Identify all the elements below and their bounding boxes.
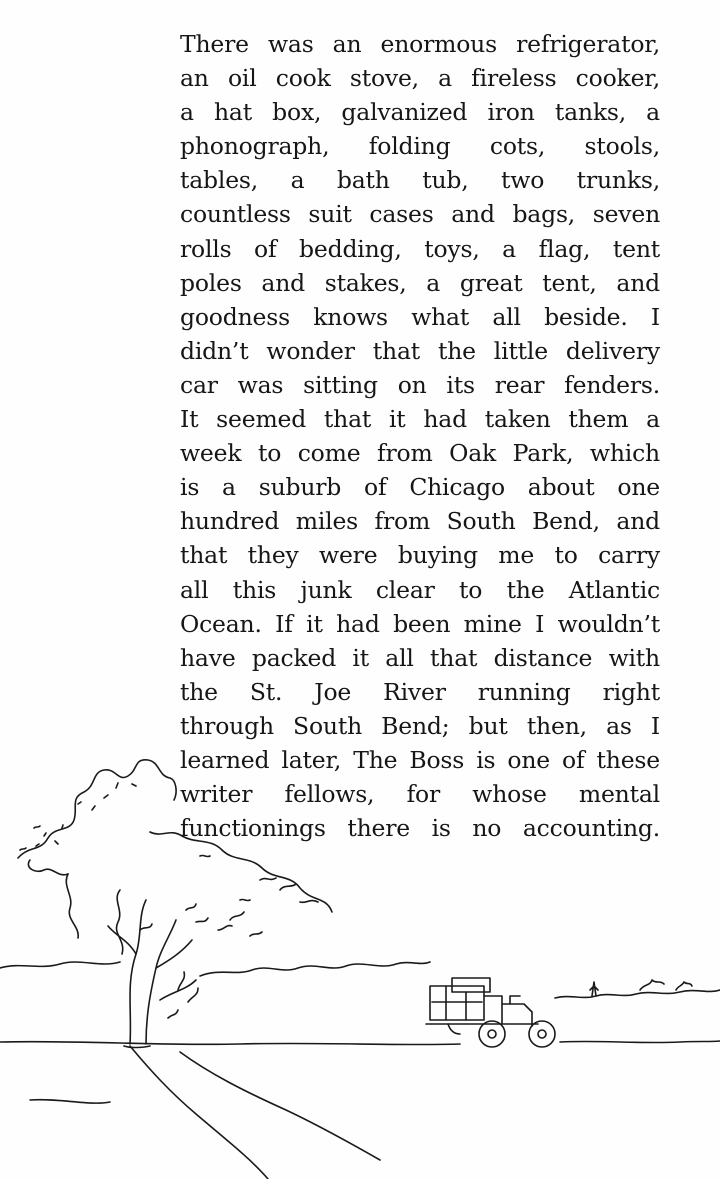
text-line: learned later, The Boss is one of these — [180, 745, 660, 774]
text-line: countless suit cases and bags, seven — [180, 200, 660, 229]
text-line: functionings there is no accounting. — [180, 814, 660, 843]
text-line: car was sitting on its rear fenders. — [180, 370, 660, 399]
text-line: a hat box, galvanized iron tanks, a — [180, 98, 660, 127]
text-line: is a suburb of Chicago about one — [180, 473, 660, 502]
text-line: week to come from Oak Park, which — [180, 439, 660, 468]
text-line: phonograph, folding cots, stools, — [180, 132, 660, 161]
text-line: poles and stakes, a great tent, and — [180, 268, 660, 297]
tree-trunk — [108, 900, 198, 1048]
text-line: goodness knows what all beside. I — [180, 302, 660, 331]
text-line: There was an enormous refrigerator, — [180, 30, 660, 58]
text-line: tables, a bath tub, two trunks, — [180, 166, 660, 195]
text-line: an oil cook stove, a fireless cooker, — [180, 64, 660, 93]
text-line: rolls of bedding, toys, a flag, tent — [180, 234, 660, 263]
text-line: didn’t wonder that the little delivery — [180, 336, 660, 365]
text-line: hundred miles from South Bend, and — [180, 507, 660, 536]
road-sketch-illustration — [0, 740, 720, 1179]
ground-road — [0, 1041, 720, 1179]
horizon-line — [0, 962, 720, 998]
text-line: Ocean. If it had been mine I wouldn’t — [180, 609, 660, 638]
text-line: that they were buying me to carry — [180, 541, 660, 570]
delivery-truck — [426, 978, 555, 1047]
text-line: writer fellows, for whose mental — [180, 780, 660, 809]
text-line: the St. Joe River running right — [180, 677, 660, 706]
body-paragraph — [180, 27, 660, 845]
text-line: have packed it all that distance with — [180, 643, 660, 672]
text-line: It seemed that it had taken them a — [180, 405, 660, 434]
text-line: all this junk clear to the Atlantic — [180, 575, 660, 604]
text-line: through South Bend; but then, as I — [180, 711, 660, 740]
tree-foliage — [18, 760, 332, 954]
sketch-marks — [20, 826, 250, 901]
